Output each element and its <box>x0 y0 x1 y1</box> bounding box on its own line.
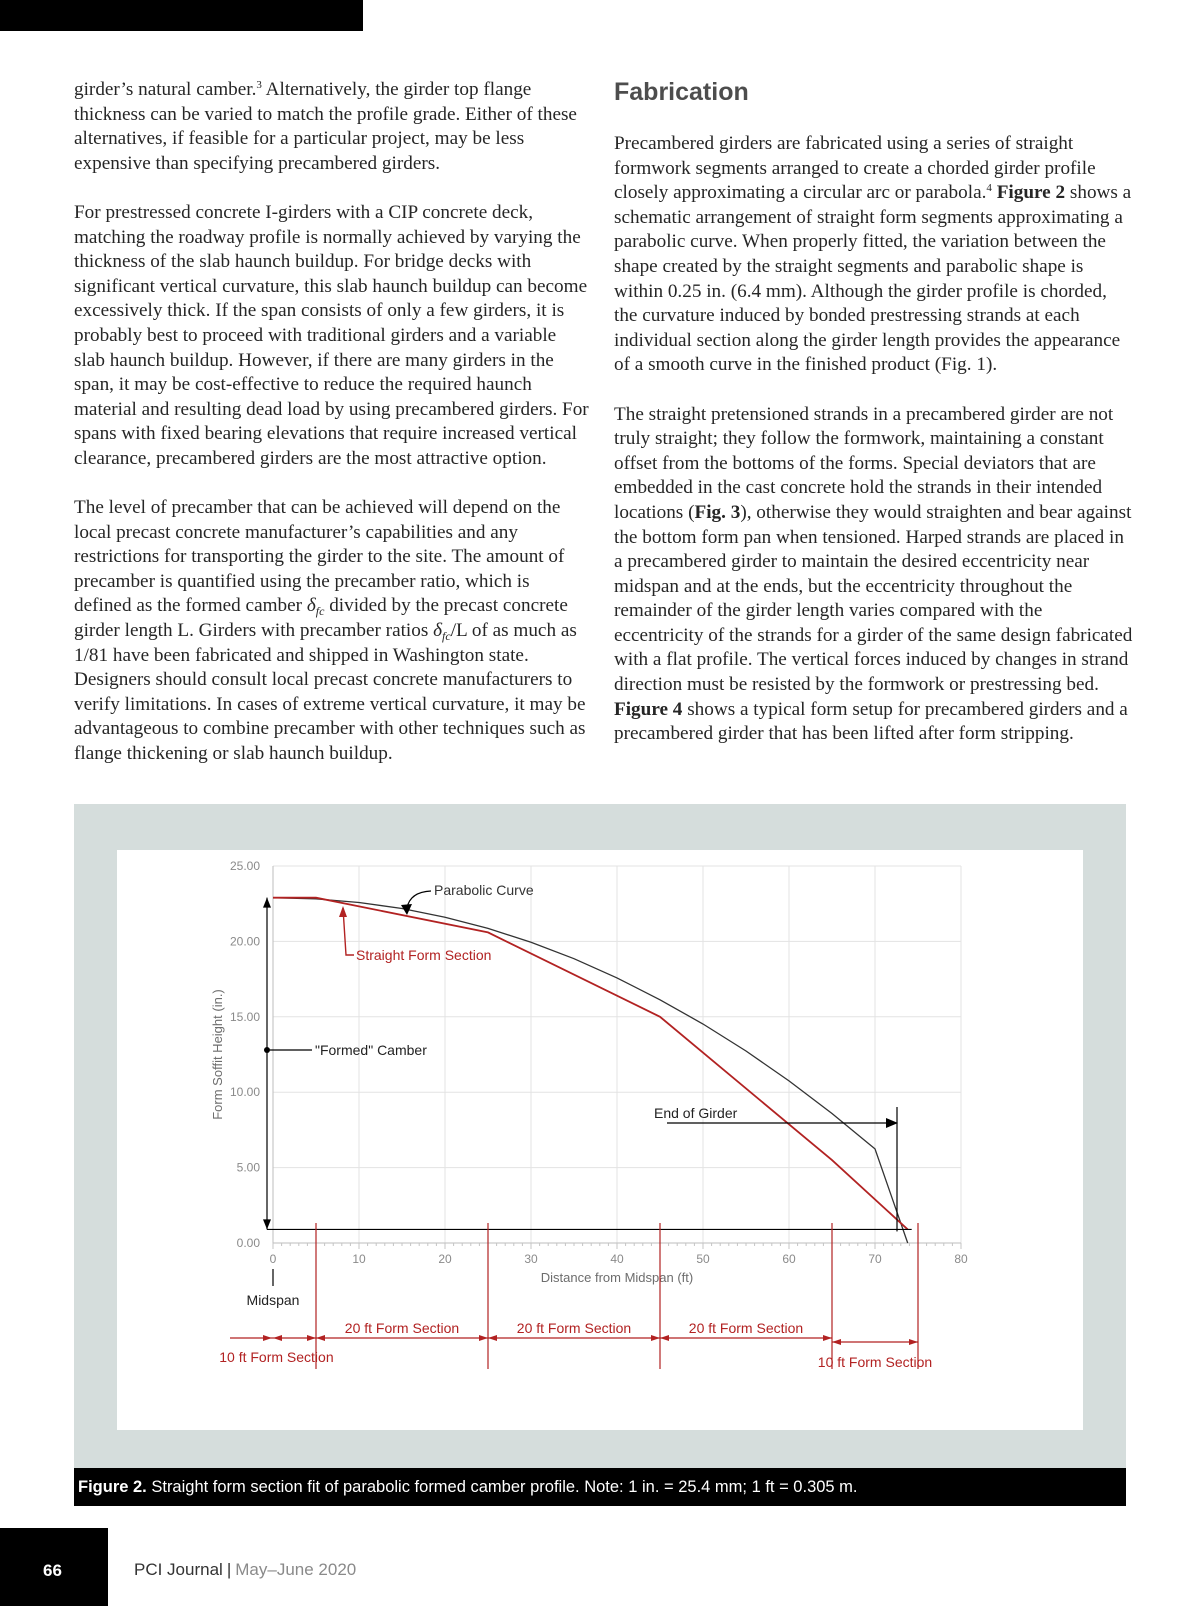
footer-journal: PCI Journal | May–June 2020 <box>134 1560 357 1579</box>
camber-chart <box>74 804 1126 1470</box>
label-section-2: 20 ft Form Section <box>344 1320 460 1336</box>
label-section-4: 20 ft Form Section <box>688 1320 804 1336</box>
x-tick-label: 70 <box>868 1252 882 1266</box>
x-tick-label: 80 <box>954 1252 968 1266</box>
x-tick-label: 10 <box>352 1252 366 1266</box>
right-paragraph-1: Precambered girders are fabricated using a series of straight formwork segments arranged to create a chorded girder profile closely approximating a circular arc or parabola.$^4$ Figure 2 shows a schematic arrangement of straight form segments approximating a parabolic curve. When properly fitted, the variation between the shape created by the straight segments and parabolic shape is within 0.25 in. (6.4 mm). Although the girder profile is chorded, the curvature induced by bonded prestressing strands at each individual section along the girder length provides the appearance of a smooth curve in the finished product (Fig. 1). <box>614 133 1132 376</box>
y-tick-label: 10.00 <box>229 1085 260 1100</box>
section-heading: Fabrication <box>614 78 749 106</box>
right-paragraph-2: The straight pretensioned strands in a precambered girder are not truly straight; they follow the formwork, maintaining a constant offset from the bottoms of the forms. Special deviators that are embedded in the cast concrete hold the strands in their intended locations (Fig. 3), otherwise they would straighten and bear against the bottom form pan when tensioned. Harped strands are placed in a precambered girder to maintain the desired eccentricity near midspan and at the ends, but the eccentricity throughout the remainder of the girder length varies compared with the eccentricity of the strands for a girder of the same design fabricated with a flat profile. The vertical forces induced by changes in strand direction must be resisted by the formwork or prestressing bed. Figure 4 shows a typical form setup for precambered girders and a precambered girder that has been lifted after form stripping. <box>614 403 1133 745</box>
y-tick-label: 5.00 <box>236 1160 260 1175</box>
x-tick-label: 0 <box>269 1252 277 1266</box>
y-axis-title: Form Soffit Height (in.) <box>210 989 225 1120</box>
x-tick-label: 30 <box>524 1252 538 1266</box>
y-tick-label: 25.00 <box>229 859 260 873</box>
chart-background <box>117 850 1083 1430</box>
camber-marker-dot <box>264 1047 270 1053</box>
y-tick-label: 0.00 <box>236 1236 260 1250</box>
label-section-1: 10 ft Form Section <box>219 1349 334 1365</box>
x-tick-label: 50 <box>696 1252 710 1266</box>
label-section-3: 20 ft Form Section <box>516 1320 632 1336</box>
x-tick-label: 40 <box>610 1252 624 1266</box>
left-paragraph-3: The level of precamber that can be achieved will depend on the local precast concrete manufacturer’s capabilities and any restrictions for transporting the girder to the site. The amount of precamber is quantified using the precamber ratio, which is defined as the formed camber $\delta_{fc}$ divided by the precast concrete girder length L. Girders with precamber ratios $\delta_{fc}/L$ of as much as 1/81 have been fabricated and shipped in Washington state. Designers should consult local precast concrete manufacturers to verify limitations. In cases of extreme vertical curvature, it may be advantageous to combine precamber with other techniques such as flange thickening or slab haunch buildup. <box>74 497 586 765</box>
x-axis-title: Distance from Midspan (ft) <box>540 1270 694 1285</box>
page-number: 66 <box>43 1561 62 1580</box>
top-black-bar <box>0 0 363 31</box>
label-midspan: Midspan <box>246 1292 300 1308</box>
left-column <box>74 78 589 791</box>
label-end-of-girder: End of Girder <box>654 1105 738 1121</box>
label-formed-camber: "Formed" Camber <box>315 1042 427 1058</box>
label-section-5: 10 ft Form Section <box>817 1354 933 1370</box>
y-tick-label: 15.00 <box>229 1009 260 1024</box>
right-column <box>614 78 1134 771</box>
y-tick-label: 20.00 <box>229 934 260 949</box>
x-tick-label: 20 <box>438 1252 452 1266</box>
page-number-box <box>0 1528 108 1606</box>
x-tick-label: 60 <box>782 1252 796 1266</box>
label-straight-form: Straight Form Section <box>356 947 492 963</box>
left-paragraph-2: For prestressed concrete I-girders with a CIP concrete deck, matching the roadway profile is normally achieved by varying the thickness of the slab haunch buildup. For bridge decks with significant vertical curvature, this slab haunch buildup can become excessively thick. If the span consists of only a few girders, it is probably best to proceed with traditional girders and a variable slab haunch buildup. However, if there are many girders in the span, it may be cost-effective to reduce the required haunch material and resulting dead load by using precambered girders. For spans with fixed bearing elevations that require increased vertical clearance, precambered girders are the most attractive option. <box>74 201 589 469</box>
label-parabolic-curve: Parabolic Curve <box>434 882 534 898</box>
figure-caption: Figure 2. Straight form section fit of parabolic formed camber profile. Note: 1 in. = 25.4 mm; 1 ft = 0.305 m. <box>74 1468 1126 1506</box>
left-paragraph-1: girder’s natural camber.$^3$ Alternatively, the girder top flange thickness can be varied to match the profile grade. Either of these alternatives, if feasible for a particular project, may be less expensive than specifying precambered girders. <box>74 79 577 174</box>
figure-2 <box>74 804 1126 1470</box>
